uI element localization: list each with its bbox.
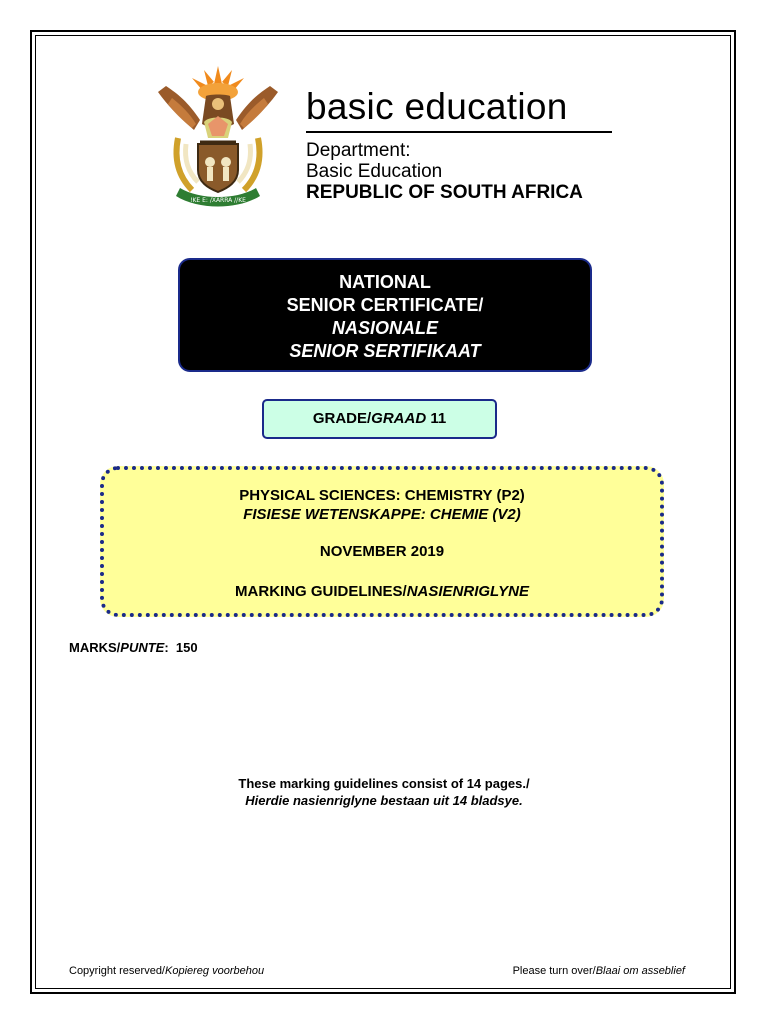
footer-turn-over (513, 965, 685, 977)
grade-box (262, 399, 497, 439)
marks-line (69, 640, 198, 655)
certificate-line-4: SENIOR SERTIFIKAAT (289, 341, 481, 361)
south-africa-coat-of-arms-icon (148, 58, 288, 218)
subject-title-af: FISIESE WETENSKAPPE: CHEMIE (V2) (243, 506, 521, 523)
motto-text: !KE E: /XARRA //KE (190, 197, 246, 204)
subject-box (100, 466, 664, 617)
marks-label-af: PUNTE (120, 640, 165, 655)
department-name: Basic Education (306, 161, 443, 182)
grade-label-en: GRADE/ (312, 410, 372, 427)
copyright-en: Copyright reserved/ (69, 965, 165, 977)
brand-title: basic education (306, 86, 568, 127)
marks-colon: : (164, 640, 169, 655)
marks-label-en: MARKS/ (69, 640, 121, 655)
subject-title-en: PHYSICAL SCIENCES: CHEMISTRY (P2) (239, 487, 525, 504)
guidelines-title (104, 583, 660, 600)
pages-note-en: These marking guidelines consist of 14 pages./ (238, 776, 530, 791)
grade-value: 11 (430, 410, 447, 427)
exam-date: NOVEMBER 2019 (319, 543, 445, 560)
turn-over-en: Please turn over/ (512, 965, 596, 977)
copyright-af: Kopiereg voorbehou (165, 965, 265, 977)
pages-note-af: Hierdie nasienriglyne bestaan uit 14 bladsye. (245, 793, 523, 808)
guidelines-en: MARKING GUIDELINES/ (235, 583, 407, 600)
turn-over-af: Blaai om asseblief (595, 965, 685, 977)
grade-label-af: GRAAD (371, 410, 427, 427)
department-label: Department: (306, 140, 411, 161)
pages-note (0, 775, 768, 809)
footer-copyright (69, 965, 264, 977)
brand-divider (306, 131, 612, 133)
certificate-line-2: SENIOR CERTIFICATE/ (286, 295, 484, 315)
certificate-line-3: NASIONALE (331, 318, 438, 338)
country-name: REPUBLIC OF SOUTH AFRICA (306, 182, 583, 203)
guidelines-af: NASIENRIGLYNE (406, 583, 529, 600)
marks-value: 150 (175, 640, 198, 655)
certificate-line-1: NATIONAL (339, 272, 431, 292)
certificate-banner (178, 258, 592, 372)
